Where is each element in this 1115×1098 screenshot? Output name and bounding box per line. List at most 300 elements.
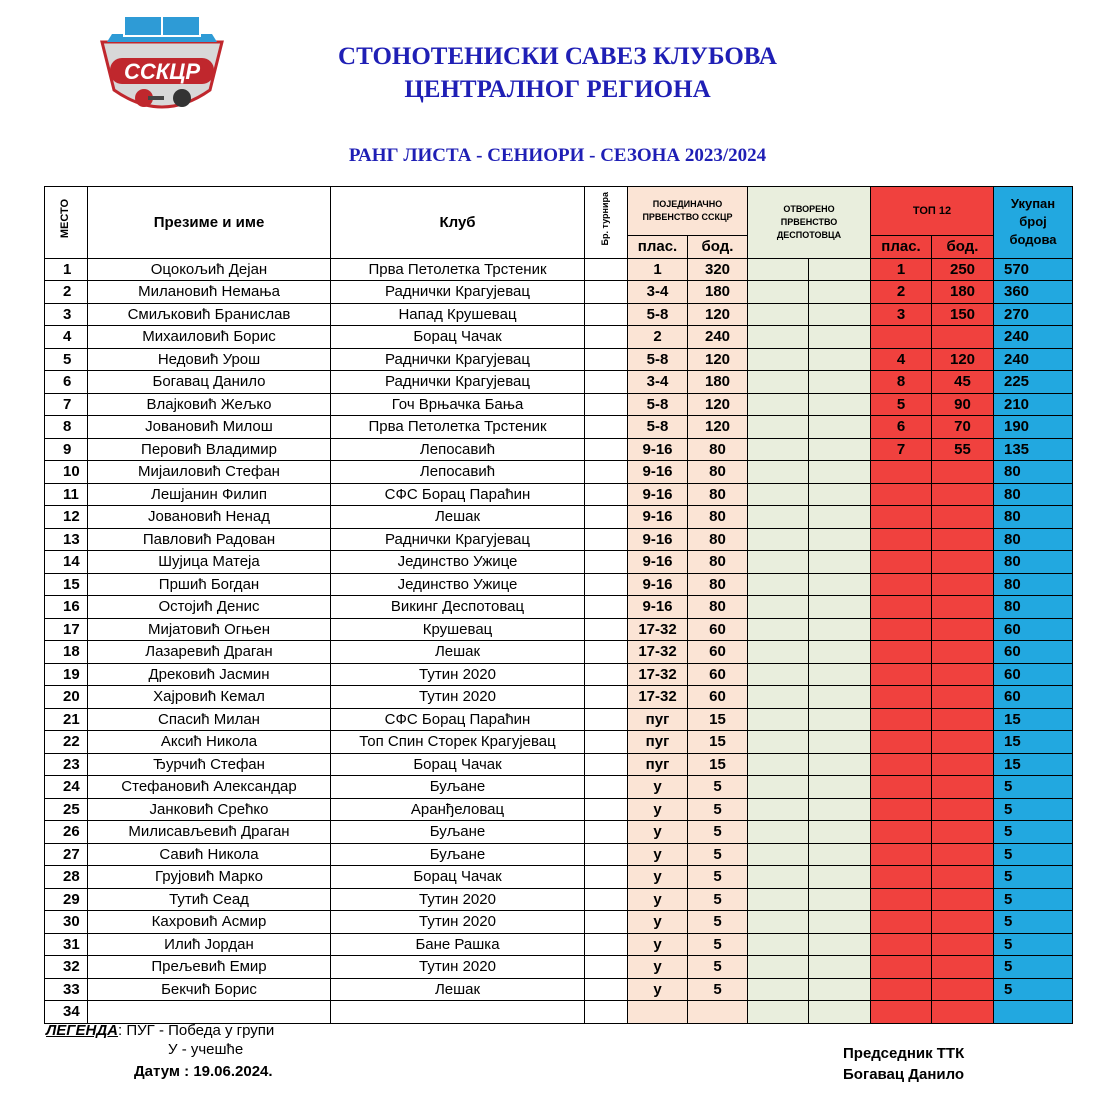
total-cell: 5 [994,933,1073,956]
rank-cell: 21 [45,708,88,731]
individual-place-cell: у [628,866,688,889]
rank-cell: 12 [45,506,88,529]
report-date: Датум : 19.06.2024. [134,1063,273,1080]
tournaments-cell [585,911,628,934]
total-cell: 5 [994,978,1073,1001]
header-club: Клуб [331,187,585,259]
name-cell: Мијаиловић Стефан [88,461,331,484]
individual-points-cell: 120 [688,348,748,371]
name-cell: Павловић Радован [88,528,331,551]
tournaments-cell [585,798,628,821]
top12-place-cell [871,1001,932,1024]
tournaments-cell [585,573,628,596]
name-cell: Шујица Матеја [88,551,331,574]
tournaments-cell [585,776,628,799]
tournaments-cell [585,416,628,439]
total-cell: 240 [994,348,1073,371]
club-cell: Раднички Крагујевац [331,348,585,371]
open-place-cell [748,776,809,799]
rank-cell: 32 [45,956,88,979]
individual-points-cell: 5 [688,843,748,866]
total-cell: 270 [994,303,1073,326]
top12-points-cell [932,933,994,956]
rank-cell: 25 [45,798,88,821]
top12-points-cell [932,798,994,821]
tournaments-cell [585,888,628,911]
rank-cell: 1 [45,258,88,281]
individual-points-cell: 5 [688,956,748,979]
name-cell: Лазаревић Драган [88,641,331,664]
top12-points-cell [932,641,994,664]
individual-points-cell: 240 [688,326,748,349]
open-place-cell [748,348,809,371]
name-cell: Дрековић Јасмин [88,663,331,686]
individual-points-cell [688,1001,748,1024]
open-points-cell [809,933,871,956]
top12-points-cell: 55 [932,438,994,461]
individual-place-cell: пуг [628,708,688,731]
rank-cell: 15 [45,573,88,596]
open-points-cell [809,371,871,394]
individual-place-cell: 9-16 [628,573,688,596]
individual-place-cell: 9-16 [628,596,688,619]
table-row [45,596,1073,619]
rank-cell: 33 [45,978,88,1001]
top12-points-cell [932,686,994,709]
rank-cell: 19 [45,663,88,686]
individual-points-cell: 180 [688,371,748,394]
top12-place-cell [871,978,932,1001]
header-individual: ПОЈЕДИНАЧНО ПРВЕНСТВО ССКЦР [628,187,748,236]
name-cell: Јовановић Милош [88,416,331,439]
table-row [45,371,1073,394]
top12-place-cell [871,506,932,529]
individual-points-cell: 5 [688,933,748,956]
tournaments-cell [585,843,628,866]
open-place-cell [748,956,809,979]
tournaments-cell [585,618,628,641]
club-cell: Тутин 2020 [331,888,585,911]
open-place-cell [748,686,809,709]
total-cell: 60 [994,641,1073,664]
top12-points-cell [932,956,994,979]
individual-points-cell: 60 [688,641,748,664]
rank-cell: 7 [45,393,88,416]
name-cell: Бекчић Борис [88,978,331,1001]
individual-points-cell: 5 [688,911,748,934]
name-cell: Тутић Сеад [88,888,331,911]
open-place-cell [748,281,809,304]
total-cell: 5 [994,956,1073,979]
top12-place-cell: 7 [871,438,932,461]
open-place-cell [748,866,809,889]
table-row [45,461,1073,484]
table-row [45,506,1073,529]
open-points-cell [809,978,871,1001]
top12-points-cell [932,888,994,911]
individual-place-cell: 17-32 [628,641,688,664]
club-cell: Лепосавић [331,461,585,484]
top12-points-cell: 45 [932,371,994,394]
tournaments-cell [585,753,628,776]
total-cell: 240 [994,326,1073,349]
rank-cell: 13 [45,528,88,551]
name-cell: Милисављевић Драган [88,821,331,844]
president-signature [843,1043,964,1085]
total-cell: 60 [994,686,1073,709]
sskcr-logo [92,12,232,122]
rank-cell: 28 [45,866,88,889]
total-cell: 5 [994,866,1073,889]
individual-points-cell: 5 [688,821,748,844]
open-place-cell [748,753,809,776]
individual-place-cell: у [628,798,688,821]
individual-place-cell: 17-32 [628,686,688,709]
name-cell: Милановић Немања [88,281,331,304]
open-place-cell [748,663,809,686]
individual-place-cell: 5-8 [628,416,688,439]
tournaments-cell [585,506,628,529]
open-points-cell [809,573,871,596]
name-cell: Грујовић Марко [88,866,331,889]
name-cell: Савић Никола [88,843,331,866]
rank-cell: 22 [45,731,88,754]
top12-place-cell [871,843,932,866]
table-row [45,911,1073,934]
tournaments-cell [585,326,628,349]
top12-points-cell [932,663,994,686]
tournaments-cell [585,686,628,709]
tournaments-cell [585,1001,628,1024]
top12-place-cell [871,528,932,551]
open-points-cell [809,258,871,281]
individual-place-cell: у [628,933,688,956]
name-cell: Спасић Милан [88,708,331,731]
tournaments-cell [585,596,628,619]
open-place-cell [748,708,809,731]
rank-cell: 23 [45,753,88,776]
legend-u: У - учешће [168,1041,244,1058]
club-cell: Борац Чачак [331,866,585,889]
individual-points-cell: 80 [688,483,748,506]
open-points-cell [809,483,871,506]
individual-place-cell: пуг [628,731,688,754]
open-place-cell [748,933,809,956]
top12-place-cell [871,888,932,911]
individual-points-cell: 60 [688,686,748,709]
open-points-cell [809,303,871,326]
open-place-cell [748,888,809,911]
name-cell: Јанковић Срећко [88,798,331,821]
individual-place-cell: у [628,888,688,911]
individual-place-cell: 17-32 [628,663,688,686]
name-cell: Оцокољић Дејан [88,258,331,281]
table-row [45,798,1073,821]
top12-place-cell [871,461,932,484]
total-cell: 225 [994,371,1073,394]
top12-place-cell [871,776,932,799]
open-points-cell [809,866,871,889]
total-cell: 80 [994,506,1073,529]
club-cell: Прва Петолетка Трстеник [331,258,585,281]
rank-cell: 31 [45,933,88,956]
club-cell: Топ Спин Сторек Крагујевац [331,731,585,754]
rank-cell: 16 [45,596,88,619]
header-mesto: МЕСТО [45,187,88,259]
top12-points-cell: 120 [932,348,994,371]
total-cell: 15 [994,708,1073,731]
open-points-cell [809,281,871,304]
top12-place-cell [871,956,932,979]
rank-cell: 14 [45,551,88,574]
open-points-cell [809,708,871,731]
tournaments-cell [585,551,628,574]
open-place-cell [748,258,809,281]
name-cell: Илић Јордан [88,933,331,956]
org-line-2: ЦЕНТРАЛНОГ РЕГИОНА [404,76,711,103]
individual-points-cell: 15 [688,731,748,754]
club-cell [331,1001,585,1024]
open-points-cell [809,821,871,844]
top12-place-cell [871,596,932,619]
individual-points-cell: 80 [688,528,748,551]
rank-cell: 29 [45,888,88,911]
table-row [45,731,1073,754]
rank-cell: 8 [45,416,88,439]
table-row [45,258,1073,281]
open-place-cell [748,528,809,551]
table-row [45,618,1073,641]
tournaments-cell [585,348,628,371]
tournaments-cell [585,821,628,844]
total-cell: 15 [994,731,1073,754]
total-cell: 570 [994,258,1073,281]
top12-points-cell [932,483,994,506]
tournaments-cell [585,528,628,551]
club-cell: Лепосавић [331,438,585,461]
open-place-cell [748,371,809,394]
individual-place-cell: 5-8 [628,393,688,416]
name-cell: Лешјанин Филип [88,483,331,506]
ranking-table [44,186,1073,1024]
open-points-cell [809,618,871,641]
individual-place-cell: 3-4 [628,281,688,304]
table-row [45,843,1073,866]
club-cell: Лешак [331,641,585,664]
club-cell: СФС Борац Параћин [331,708,585,731]
open-points-cell [809,956,871,979]
rank-cell: 9 [45,438,88,461]
open-place-cell [748,461,809,484]
top12-points-cell: 150 [932,303,994,326]
top12-place-cell [871,641,932,664]
individual-place-cell: 9-16 [628,461,688,484]
club-cell: Тутин 2020 [331,686,585,709]
club-cell: Јединство Ужице [331,573,585,596]
table-row [45,416,1073,439]
open-points-cell [809,888,871,911]
individual-place-cell: 9-16 [628,438,688,461]
legend-pug: ПУГ - Победа у групи [126,1022,275,1039]
individual-place-cell: у [628,956,688,979]
top12-points-cell [932,573,994,596]
club-cell: Бане Рашка [331,933,585,956]
total-cell: 360 [994,281,1073,304]
rank-cell: 2 [45,281,88,304]
individual-points-cell: 80 [688,438,748,461]
open-points-cell [809,393,871,416]
individual-points-cell: 60 [688,618,748,641]
top12-points-cell [932,978,994,1001]
top12-place-cell [871,731,932,754]
individual-place-cell: 5-8 [628,348,688,371]
open-place-cell [748,326,809,349]
name-cell: Смиљковић Бранислав [88,303,331,326]
club-cell: Буљане [331,776,585,799]
individual-place-cell: у [628,776,688,799]
club-cell: Буљане [331,843,585,866]
total-cell: 60 [994,618,1073,641]
top12-place-cell: 6 [871,416,932,439]
rank-cell: 5 [45,348,88,371]
name-cell: Ђурчић Стефан [88,753,331,776]
individual-points-cell: 5 [688,888,748,911]
top12-place-cell [871,483,932,506]
open-points-cell [809,663,871,686]
total-cell: 60 [994,663,1073,686]
top12-place-cell [871,866,932,889]
tournaments-cell [585,978,628,1001]
tournaments-cell [585,393,628,416]
individual-points-cell: 5 [688,776,748,799]
club-cell: Лешак [331,506,585,529]
total-cell: 80 [994,573,1073,596]
header-open: ОТВОРЕНО ПРВЕНСТВО ДЕСПОТОВЦА [748,187,871,259]
open-points-cell [809,416,871,439]
individual-place-cell: пуг [628,753,688,776]
table-row [45,438,1073,461]
rank-cell: 10 [45,461,88,484]
organization-title [250,40,865,106]
tournaments-cell [585,303,628,326]
open-points-cell [809,461,871,484]
table-row [45,348,1073,371]
open-place-cell [748,641,809,664]
top12-place-cell [871,618,932,641]
club-cell: Лешак [331,978,585,1001]
top12-place-cell [871,573,932,596]
top12-points-cell [932,911,994,934]
name-cell: Прељевић Емир [88,956,331,979]
open-points-cell [809,731,871,754]
top12-points-cell: 250 [932,258,994,281]
open-place-cell [748,843,809,866]
open-place-cell [748,618,809,641]
individual-place-cell: 3-4 [628,371,688,394]
president-name: Богавац Данило [843,1066,965,1083]
open-place-cell [748,798,809,821]
top12-place-cell: 4 [871,348,932,371]
top12-points-cell: 90 [932,393,994,416]
name-cell: Остојић Денис [88,596,331,619]
top12-points-cell [932,1001,994,1024]
individual-points-cell: 320 [688,258,748,281]
top12-place-cell: 8 [871,371,932,394]
rank-cell: 24 [45,776,88,799]
club-cell: Крушевац [331,618,585,641]
name-cell: Аксић Никола [88,731,331,754]
rank-cell: 3 [45,303,88,326]
tournaments-cell [585,371,628,394]
individual-points-cell: 80 [688,551,748,574]
header-top12-place: плас. [871,236,932,259]
name-cell: Перовић Владимир [88,438,331,461]
open-place-cell [748,821,809,844]
name-cell: Недовић Урош [88,348,331,371]
open-place-cell [748,303,809,326]
open-points-cell [809,326,871,349]
individual-points-cell: 15 [688,753,748,776]
individual-points-cell: 80 [688,506,748,529]
table-row [45,551,1073,574]
total-cell: 5 [994,843,1073,866]
total-cell: 5 [994,888,1073,911]
individual-place-cell: 5-8 [628,303,688,326]
club-cell: Јединство Ужице [331,551,585,574]
rank-cell: 26 [45,821,88,844]
individual-points-cell: 120 [688,416,748,439]
top12-points-cell [932,843,994,866]
club-cell: Раднички Крагујевац [331,281,585,304]
individual-points-cell: 15 [688,708,748,731]
individual-place-cell: 9-16 [628,528,688,551]
tournaments-cell [585,438,628,461]
rank-cell: 30 [45,911,88,934]
top12-place-cell [871,933,932,956]
club-cell: Тутин 2020 [331,956,585,979]
total-cell: 80 [994,596,1073,619]
total-cell: 80 [994,528,1073,551]
table-row [45,978,1073,1001]
open-place-cell [748,393,809,416]
rank-cell: 20 [45,686,88,709]
total-cell: 15 [994,753,1073,776]
table-row [45,663,1073,686]
tournaments-cell [585,258,628,281]
legend-colon: : [118,1022,123,1039]
tournaments-cell [585,641,628,664]
legend [46,1020,274,1041]
open-place-cell [748,506,809,529]
individual-points-cell: 5 [688,978,748,1001]
top12-place-cell [871,663,932,686]
total-cell: 210 [994,393,1073,416]
top12-place-cell [871,708,932,731]
tournaments-cell [585,731,628,754]
top12-place-cell: 2 [871,281,932,304]
open-points-cell [809,551,871,574]
individual-points-cell: 180 [688,281,748,304]
table-row [45,753,1073,776]
table-row [45,888,1073,911]
individual-points-cell: 5 [688,866,748,889]
table-row [45,326,1073,349]
name-cell: Михаиловић Борис [88,326,331,349]
tournaments-cell [585,956,628,979]
tournaments-cell [585,483,628,506]
club-cell: Гоч Врњачка Бања [331,393,585,416]
rank-cell: 18 [45,641,88,664]
